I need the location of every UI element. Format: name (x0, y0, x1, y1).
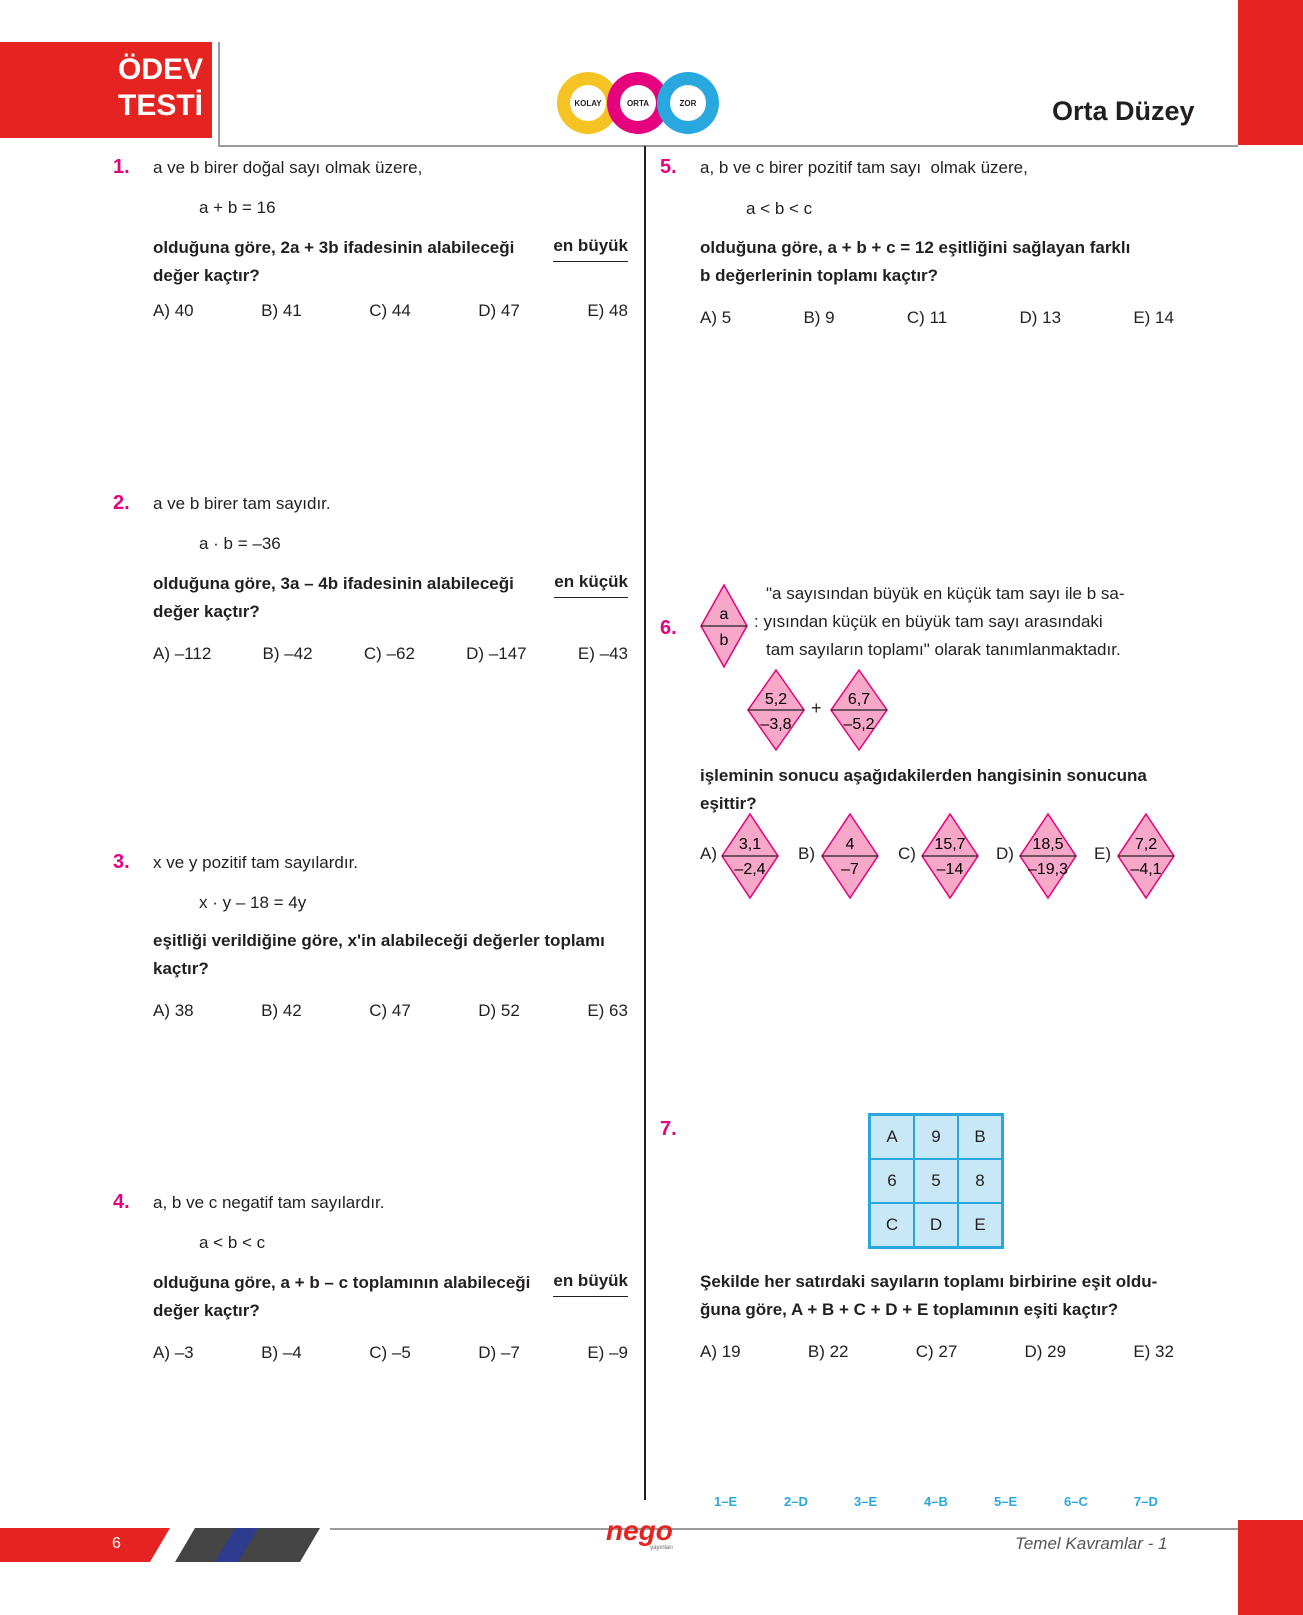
q6-def-line2: : yısından küçük en büyük tam sayı arasındaki (754, 612, 1103, 631)
q6-option-a-top: 3,1 (738, 836, 762, 853)
q7-cell: 6 (870, 1159, 914, 1203)
publisher-logo (606, 1517, 673, 1551)
q5-question-line1: olduğuna göre, a + b + c = 12 eşitliğini sağlayan farklı (700, 238, 1131, 257)
q3-question (153, 927, 633, 983)
q5-option-a[interactable]: A) 5 (700, 308, 732, 327)
q6-operand2-top: 6,7 (847, 691, 871, 708)
q7-cell: A (870, 1115, 914, 1159)
q5-option-d[interactable]: D) 13 (1019, 308, 1062, 327)
q7-cell: 5 (914, 1159, 958, 1203)
answer-key-4: 4–B (924, 1494, 948, 1509)
q4-question-pre: olduğuna göre, a + b – c toplamının alabileceği (153, 1273, 536, 1292)
q7-cell: D (914, 1203, 958, 1247)
q3-option-d[interactable]: D) 52 (478, 1001, 520, 1020)
q4-option-a[interactable]: A) –3 (153, 1343, 194, 1362)
q6-operand2-diamond (829, 668, 889, 752)
q4-emphasis: en büyük (553, 1269, 628, 1297)
q7-cell: 9 (914, 1115, 958, 1159)
q1-question (153, 234, 628, 290)
q6-option-e-top: 7,2 (1134, 836, 1158, 853)
q1-options (153, 301, 628, 321)
q2-question-pre: olduğuna göre, 3a – 4b ifadesinin alabileceği (153, 574, 519, 593)
q7-cell: E (958, 1203, 1002, 1247)
column-divider (644, 146, 646, 1500)
answer-key-1: 1–E (714, 1494, 738, 1509)
right-red-strip (1238, 0, 1303, 145)
q6-option-a-bottom: –2,4 (734, 861, 766, 878)
q3-question-line2: kaçtır? (153, 959, 209, 978)
answer-key-7: 7–D (1134, 1494, 1158, 1509)
q2-emphasis: en küçük (554, 570, 628, 598)
badge-title (118, 52, 203, 124)
q7-number: 7. (660, 1118, 677, 1140)
q2-question-post: değer kaçtır? (153, 602, 260, 621)
q4-number: 4. (113, 1191, 130, 1213)
q6-option-c-diamond[interactable] (920, 812, 980, 900)
right-red-strip-bottom (1238, 1520, 1303, 1615)
q6-symbol-bottom: b (719, 632, 729, 649)
q6-options (700, 812, 1180, 902)
q2-option-e[interactable]: E) –43 (577, 644, 628, 663)
answer-key-2: 2–D (784, 1494, 808, 1509)
header-rule (218, 145, 1238, 147)
q7-option-d[interactable]: D) 29 (1024, 1342, 1067, 1361)
q7-question-line1: Şekilde her satırdaki sayıların toplamı birbirine eşit oldu- (700, 1272, 1158, 1291)
q6-option-e-bottom: –4,1 (1130, 861, 1162, 878)
q4-question (153, 1269, 628, 1325)
page-number: 6 (112, 1535, 121, 1552)
q1-option-e[interactable]: E) 48 (587, 301, 628, 320)
badge-line-1: ÖDEV (118, 53, 204, 86)
q4-equation: a < b < c (199, 1233, 266, 1252)
q6-option-b-label[interactable]: B) (798, 844, 815, 863)
q6-option-e-label[interactable]: E) (1094, 844, 1111, 863)
q6-definition (754, 580, 1144, 664)
q1-option-b[interactable]: B) 41 (261, 301, 302, 320)
q3-equation: x · y – 18 = 4y (199, 893, 307, 912)
q3-intro: x ve y pozitif tam sayılardır. (153, 853, 359, 872)
q6-question (700, 762, 1180, 818)
footer-stripes (0, 1528, 330, 1562)
answer-key-3: 3–E (854, 1494, 878, 1509)
q6-option-d-label[interactable]: D) (996, 844, 1014, 863)
q6-option-e-diamond[interactable] (1116, 812, 1176, 900)
q7-option-b[interactable]: B) 22 (807, 1342, 849, 1361)
q6-number: 6. (660, 617, 677, 639)
q3-option-c[interactable]: C) 47 (369, 1001, 411, 1020)
q7-option-c[interactable]: C) 27 (915, 1342, 958, 1361)
q6-def-line3: tam sayıların toplamı" olarak tanımlanmaktadır. (766, 640, 1121, 659)
level-title: Orta Düzey (1052, 96, 1195, 126)
q5-question (700, 234, 1180, 290)
q6-option-d-diamond[interactable] (1018, 812, 1078, 900)
q6-option-c-top: 15,7 (934, 836, 966, 853)
footer-rule (330, 1528, 1238, 1530)
q1-number: 1. (113, 156, 130, 178)
q2-question (153, 570, 628, 626)
q3-option-a[interactable]: A) 38 (153, 1001, 194, 1020)
level-hard-dot (670, 85, 706, 121)
q4-intro: a, b ve c negatif tam sayılardır. (153, 1193, 385, 1212)
q6-option-a-diamond[interactable] (720, 812, 780, 900)
q3-option-e[interactable]: E) 63 (587, 1001, 628, 1020)
q4-option-d[interactable]: D) –7 (478, 1343, 520, 1362)
q5-option-b[interactable]: B) 9 (803, 308, 835, 327)
q2-option-a[interactable]: A) –112 (153, 644, 212, 663)
q6-operand1-diamond (746, 668, 806, 752)
q5-option-e[interactable]: E) 14 (1133, 308, 1174, 327)
q7-options (700, 1342, 1174, 1362)
q4-options (153, 1343, 628, 1363)
q5-equation: a < b < c (746, 199, 813, 218)
q6-operand1-top: 5,2 (764, 691, 788, 708)
q5-option-c[interactable]: C) 11 (906, 308, 948, 327)
publisher-sub: yayınları (650, 1545, 673, 1551)
q7-option-a[interactable]: A) 19 (700, 1342, 741, 1361)
publisher-name: nego (606, 1515, 673, 1546)
q6-question-line1: işleminin sonucu aşağıdakilerden hangisinin sonucuna (700, 766, 1147, 785)
q1-equation: a + b = 16 (199, 198, 276, 217)
level-easy-label: KOLAY (574, 98, 602, 108)
book-title: Temel Kavramlar - 1 (1015, 1534, 1168, 1553)
level-medium-label: ORTA (626, 98, 650, 108)
q2-number: 2. (113, 492, 130, 514)
q7-number-grid (868, 1113, 1004, 1249)
q5-intro: a, b ve c birer pozitif tam sayı olmak üzere, (700, 158, 1028, 177)
q5-options (700, 308, 1174, 328)
q6-option-c-label[interactable]: C) (898, 844, 916, 863)
q1-option-d[interactable]: D) 47 (478, 301, 520, 320)
q5-question-line2: b değerlerinin toplamı kaçtır? (700, 266, 939, 285)
answer-key-6: 6–C (1064, 1494, 1088, 1509)
q6-option-b-bottom: –7 (841, 861, 859, 878)
badge-line-2: TESTİ (118, 89, 204, 122)
q6-option-d-bottom: –19,3 (1027, 861, 1069, 878)
q2-option-d[interactable]: D) –147 (466, 644, 527, 663)
q6-symbol-top: a (719, 606, 729, 623)
q6-operand2-bottom: –5,2 (843, 716, 875, 733)
q2-intro: a ve b birer tam sayıdır. (153, 494, 331, 513)
q7-cell: 8 (958, 1159, 1002, 1203)
q4-option-e[interactable]: E) –9 (587, 1343, 628, 1362)
q1-intro: a ve b birer doğal sayı olmak üzere, (153, 158, 423, 177)
level-hard-label: ZOR (679, 98, 697, 108)
q6-option-c-bottom: –14 (936, 861, 964, 878)
q6-option-b-diamond[interactable] (820, 812, 880, 900)
q7-cell: B (958, 1115, 1002, 1159)
q6-option-d-top: 18,5 (1032, 836, 1064, 853)
q4-question-post: değer kaçtır? (153, 1301, 260, 1320)
q6-def-line1: "a sayısından büyük en küçük tam sayı ile b sa- (766, 584, 1125, 603)
q7-question-line2: ğuna göre, A + B + C + D + E toplamının eşiti kaçtır? (700, 1300, 1119, 1319)
q7-option-e[interactable]: E) 32 (1133, 1342, 1174, 1361)
q5-number: 5. (660, 156, 677, 178)
q1-option-c[interactable]: C) 44 (369, 301, 411, 320)
q6-option-b-top: 4 (845, 836, 855, 853)
q7-cell: C (870, 1203, 914, 1247)
q3-option-b[interactable]: B) 42 (261, 1001, 302, 1020)
q3-question-line1: eşitliği verildiğine göre, x'in alabileceği değerler toplamı (153, 931, 605, 950)
q1-option-a[interactable]: A) 40 (153, 301, 194, 320)
answer-key-5: 5–E (994, 1494, 1018, 1509)
q6-question-line2: eşittir? (700, 794, 757, 813)
q2-equation: a · b = –36 (199, 534, 281, 553)
q1-question-pre: olduğuna göre, 2a + 3b ifadesinin alabileceği (153, 238, 520, 257)
q2-option-b[interactable]: B) –42 (262, 644, 313, 663)
level-medium-dot (620, 85, 656, 121)
q7-question (700, 1268, 1180, 1324)
q6-symbol-diamond (699, 583, 749, 669)
q3-options (153, 1001, 628, 1021)
level-easy-dot (570, 85, 606, 121)
q6-plus-sign: + (811, 698, 822, 718)
q1-emphasis: en büyük (553, 234, 628, 262)
q2-options (153, 644, 628, 664)
header-badge-edge (218, 42, 220, 146)
q4-option-b[interactable]: B) –4 (261, 1343, 302, 1362)
q3-number: 3. (113, 851, 130, 873)
q6-operand1-bottom: –3,8 (760, 716, 792, 733)
q2-option-c[interactable]: C) –62 (363, 644, 415, 663)
q4-option-c[interactable]: C) –5 (369, 1343, 411, 1362)
q1-question-post: değer kaçtır? (153, 266, 260, 285)
q6-option-a-label[interactable]: A) (700, 844, 717, 863)
